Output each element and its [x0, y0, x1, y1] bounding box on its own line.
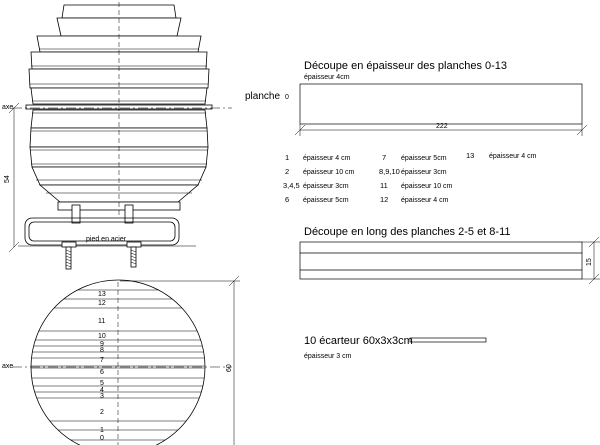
schedule-plank-num: 3,4,5 [283, 181, 300, 190]
diameter-dimension-label: 60 [226, 364, 233, 372]
schedule-plank-num: 12 [380, 195, 389, 204]
plank-number: 12 [98, 300, 106, 307]
schedule-plank-num: 8,9,10 [379, 167, 400, 176]
schedule-plank-spec: épaisseur 4 cm [401, 197, 449, 204]
axis-label-top: axe [2, 363, 14, 370]
plank-number: 5 [100, 380, 104, 387]
schedule-plank-spec: épaisseur 10 cm [303, 169, 355, 176]
schedule-plank-spec: épaisseur 4 cm [303, 155, 351, 162]
plank-label: planche [245, 91, 281, 102]
schedule-plank-num: 1 [285, 153, 290, 162]
plank-number: 9 [100, 341, 104, 348]
plank-number: 4 [100, 387, 104, 394]
thickness-cut-title: Découpe en épaisseur des planches 0-13 [304, 60, 508, 72]
schedule-plank-spec: épaisseur 10 cm [401, 183, 453, 190]
barrel-top-view [20, 280, 220, 445]
schedule-plank-spec: épaisseur 4 cm [489, 153, 537, 160]
spacer-title: 10 écarteur 60x3x3cm [304, 335, 413, 347]
plank-number: 7 [100, 357, 104, 364]
plank-number: 3 [100, 393, 104, 400]
schedule-plank-spec: épaisseur 5cm [401, 155, 447, 162]
schedule-plank-num: 2 [285, 167, 290, 176]
plank-0-drawing [300, 84, 582, 124]
schedule-plank-spec: épaisseur 5cm [303, 197, 349, 204]
plank-number: 11 [98, 318, 106, 325]
long-cut-plank-drawing [300, 242, 582, 279]
schedule-plank-num: 7 [382, 153, 387, 162]
plank-number: 13 [98, 291, 106, 298]
plank-number: 6 [100, 369, 104, 376]
schedule-plank-num: 6 [285, 195, 290, 204]
width-dimension-label: 15 [586, 258, 593, 266]
schedule-plank-num: 13 [466, 151, 475, 160]
schedule-plank-spec: épaisseur 3cm [303, 183, 349, 190]
schedule-plank-num: 11 [380, 181, 388, 190]
spacer-subtitle: épaisseur 3 cm [304, 353, 352, 360]
thickness-cut-subtitle: épaisseur 4cm [304, 74, 350, 81]
plank-number: 10 [98, 333, 106, 340]
spacer-drawing [410, 338, 486, 342]
schedule-plank-spec: épaisseur 3cm [401, 169, 447, 176]
stand-label: pied en acier [86, 236, 127, 243]
height-dimension-label: 54 [4, 175, 11, 183]
stand-post [125, 205, 133, 223]
plank-number-label: 0 [285, 94, 289, 101]
plank-number: 2 [100, 409, 104, 416]
stand-post [72, 205, 80, 223]
length-dimension-label: 222 [436, 123, 448, 130]
plank-number: 0 [100, 435, 104, 442]
plank-number: 1 [100, 427, 104, 434]
long-cut-title: Découpe en long des planches 2-5 et 8-11 [304, 226, 511, 238]
plank-number: 8 [100, 347, 104, 354]
axis-label-side: axe [2, 104, 14, 111]
